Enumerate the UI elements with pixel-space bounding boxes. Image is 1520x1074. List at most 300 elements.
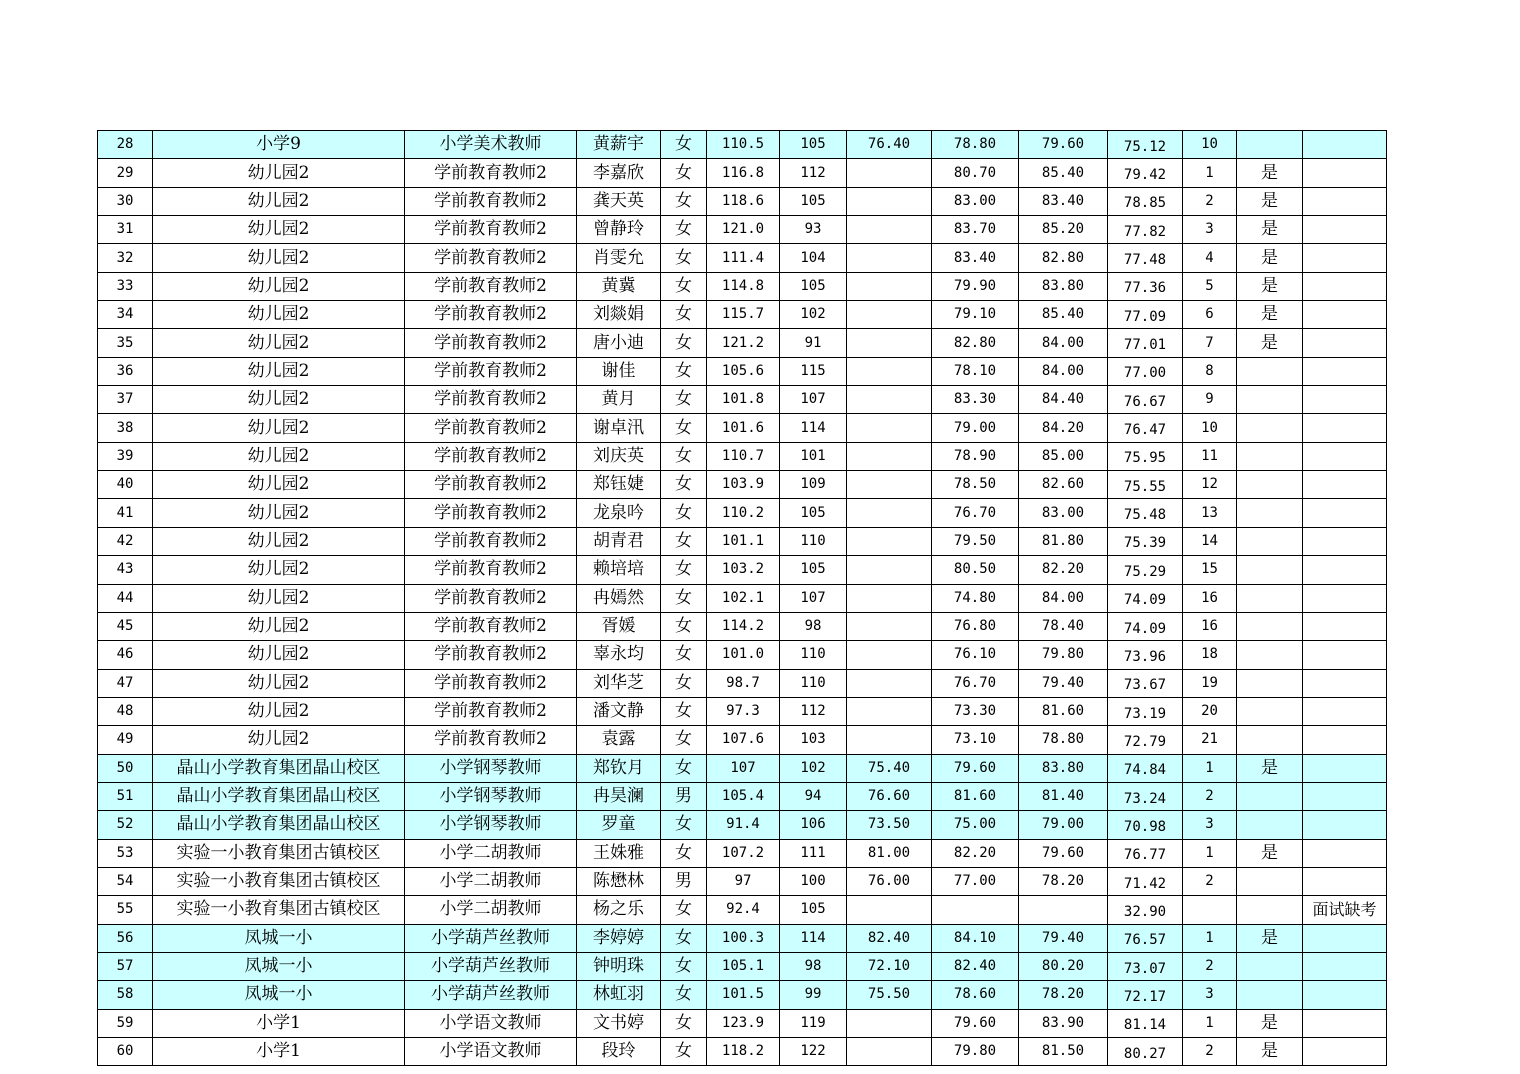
remark-cell [1303, 811, 1387, 839]
position-cell: 小学语文教师 [405, 1009, 577, 1037]
written-score-cell: 107.6 [707, 726, 780, 754]
row-number-cell: 56 [98, 924, 153, 952]
rank-cell: 7 [1183, 329, 1237, 357]
written-score-cell: 105.6 [707, 357, 780, 385]
unit-cell: 凤城一小 [153, 924, 405, 952]
position-cell: 小学语文教师 [405, 1038, 577, 1066]
physical-exam-cell [1237, 386, 1303, 414]
interview-score-b-cell: 85.20 [1019, 216, 1108, 244]
aptitude-score-cell: 98 [780, 952, 847, 980]
row-number-cell: 38 [98, 414, 153, 442]
interview-score-b-cell: 85.40 [1019, 159, 1108, 187]
unit-cell: 幼儿园2 [153, 527, 405, 555]
table-row [98, 244, 1387, 272]
unit-cell: 幼儿园2 [153, 697, 405, 725]
written-score-cell: 105.1 [707, 952, 780, 980]
interview-score-b-cell: 78.40 [1019, 612, 1108, 640]
total-score-cell: 71.42 [1108, 867, 1183, 895]
name-cell: 陈懋林 [577, 867, 661, 895]
skill-test-score-cell [847, 301, 932, 329]
position-cell: 学前教育教师2 [405, 357, 577, 385]
position-cell: 小学美术教师 [405, 131, 577, 159]
physical-exam-cell: 是 [1237, 329, 1303, 357]
written-score-cell: 111.4 [707, 244, 780, 272]
interview-score-a-cell: 76.70 [932, 669, 1019, 697]
remark-cell [1303, 754, 1387, 782]
skill-test-score-cell: 82.40 [847, 924, 932, 952]
table-row [98, 896, 1387, 924]
total-score-cell: 73.24 [1108, 782, 1183, 810]
written-score-cell: 97.3 [707, 697, 780, 725]
physical-exam-cell [1237, 726, 1303, 754]
total-score-cell: 73.07 [1108, 952, 1183, 980]
gender-cell: 女 [661, 981, 707, 1009]
table-row [98, 272, 1387, 300]
interview-score-b-cell: 78.20 [1019, 981, 1108, 1009]
unit-cell: 晶山小学教育集团晶山校区 [153, 811, 405, 839]
table-row [98, 414, 1387, 442]
skill-test-score-cell: 76.40 [847, 131, 932, 159]
name-cell: 郑钦月 [577, 754, 661, 782]
total-score-cell: 75.12 [1108, 131, 1183, 159]
total-score-cell: 75.55 [1108, 471, 1183, 499]
aptitude-score-cell: 105 [780, 896, 847, 924]
gender-cell: 女 [661, 1009, 707, 1037]
remark-cell [1303, 216, 1387, 244]
skill-test-score-cell [847, 697, 932, 725]
rank-cell: 2 [1183, 867, 1237, 895]
aptitude-score-cell: 109 [780, 471, 847, 499]
interview-score-a-cell: 81.60 [932, 782, 1019, 810]
name-cell: 胡青君 [577, 527, 661, 555]
skill-test-score-cell [847, 442, 932, 470]
row-number-cell: 60 [98, 1038, 153, 1066]
row-number-cell: 42 [98, 527, 153, 555]
physical-exam-cell [1237, 641, 1303, 669]
rank-cell: 1 [1183, 159, 1237, 187]
interview-score-b-cell: 83.00 [1019, 499, 1108, 527]
name-cell: 黄冀 [577, 272, 661, 300]
written-score-cell: 101.8 [707, 386, 780, 414]
gender-cell: 女 [661, 584, 707, 612]
unit-cell: 幼儿园2 [153, 726, 405, 754]
written-score-cell: 116.8 [707, 159, 780, 187]
position-cell: 学前教育教师2 [405, 244, 577, 272]
interview-score-a-cell: 83.40 [932, 244, 1019, 272]
interview-score-a-cell: 78.80 [932, 131, 1019, 159]
table-row [98, 754, 1387, 782]
aptitude-score-cell: 105 [780, 499, 847, 527]
total-score-cell: 32.90 [1108, 896, 1183, 924]
total-score-cell: 77.48 [1108, 244, 1183, 272]
remark-cell [1303, 357, 1387, 385]
remark-cell [1303, 159, 1387, 187]
aptitude-score-cell: 110 [780, 641, 847, 669]
total-score-cell: 76.67 [1108, 386, 1183, 414]
table-row [98, 159, 1387, 187]
rank-cell: 11 [1183, 442, 1237, 470]
skill-test-score-cell [847, 669, 932, 697]
rank-cell: 9 [1183, 386, 1237, 414]
remark-cell [1303, 612, 1387, 640]
score-table [97, 130, 1387, 1066]
skill-test-score-cell [847, 159, 932, 187]
skill-test-score-cell [847, 329, 932, 357]
skill-test-score-cell [847, 386, 932, 414]
position-cell: 学前教育教师2 [405, 499, 577, 527]
aptitude-score-cell: 99 [780, 981, 847, 1009]
remark-cell [1303, 442, 1387, 470]
aptitude-score-cell: 110 [780, 669, 847, 697]
position-cell: 学前教育教师2 [405, 669, 577, 697]
skill-test-score-cell: 75.40 [847, 754, 932, 782]
aptitude-score-cell: 114 [780, 414, 847, 442]
name-cell: 罗童 [577, 811, 661, 839]
row-number-cell: 30 [98, 187, 153, 215]
physical-exam-cell [1237, 811, 1303, 839]
written-score-cell: 101.1 [707, 527, 780, 555]
interview-score-b-cell: 79.60 [1019, 839, 1108, 867]
remark-cell [1303, 924, 1387, 952]
rank-cell: 21 [1183, 726, 1237, 754]
interview-score-b-cell: 82.60 [1019, 471, 1108, 499]
gender-cell: 女 [661, 471, 707, 499]
rank-cell: 2 [1183, 952, 1237, 980]
position-cell: 学前教育教师2 [405, 471, 577, 499]
total-score-cell: 74.09 [1108, 612, 1183, 640]
position-cell: 小学二胡教师 [405, 867, 577, 895]
gender-cell: 女 [661, 301, 707, 329]
gender-cell: 女 [661, 357, 707, 385]
skill-test-score-cell [847, 556, 932, 584]
name-cell: 龚天英 [577, 187, 661, 215]
interview-score-b-cell: 84.00 [1019, 329, 1108, 357]
written-score-cell: 98.7 [707, 669, 780, 697]
unit-cell: 幼儿园2 [153, 584, 405, 612]
unit-cell: 幼儿园2 [153, 442, 405, 470]
written-score-cell: 97 [707, 867, 780, 895]
physical-exam-cell [1237, 131, 1303, 159]
skill-test-score-cell [847, 499, 932, 527]
interview-score-b-cell: 83.90 [1019, 1009, 1108, 1037]
rank-cell: 4 [1183, 244, 1237, 272]
interview-score-b-cell: 79.00 [1019, 811, 1108, 839]
gender-cell: 女 [661, 612, 707, 640]
position-cell: 学前教育教师2 [405, 527, 577, 555]
interview-score-b-cell: 83.80 [1019, 754, 1108, 782]
interview-score-a-cell: 79.50 [932, 527, 1019, 555]
gender-cell: 女 [661, 839, 707, 867]
total-score-cell: 80.27 [1108, 1038, 1183, 1066]
table-row [98, 669, 1387, 697]
rank-cell: 3 [1183, 981, 1237, 1009]
table-row [98, 556, 1387, 584]
total-score-cell: 77.01 [1108, 329, 1183, 357]
rank-cell: 15 [1183, 556, 1237, 584]
row-number-cell: 59 [98, 1009, 153, 1037]
rank-cell: 8 [1183, 357, 1237, 385]
interview-score-b-cell: 81.60 [1019, 697, 1108, 725]
interview-score-a-cell: 76.70 [932, 499, 1019, 527]
aptitude-score-cell: 101 [780, 442, 847, 470]
rank-cell: 12 [1183, 471, 1237, 499]
written-score-cell: 103.9 [707, 471, 780, 499]
row-number-cell: 29 [98, 159, 153, 187]
interview-score-a-cell: 83.30 [932, 386, 1019, 414]
interview-score-b-cell: 84.40 [1019, 386, 1108, 414]
interview-score-b-cell: 79.40 [1019, 924, 1108, 952]
written-score-cell: 114.2 [707, 612, 780, 640]
physical-exam-cell: 是 [1237, 216, 1303, 244]
rank-cell: 2 [1183, 187, 1237, 215]
interview-score-a-cell: 78.10 [932, 357, 1019, 385]
name-cell: 李嘉欣 [577, 159, 661, 187]
total-score-cell: 76.77 [1108, 839, 1183, 867]
gender-cell: 女 [661, 811, 707, 839]
remark-cell [1303, 556, 1387, 584]
aptitude-score-cell: 122 [780, 1038, 847, 1066]
physical-exam-cell [1237, 584, 1303, 612]
gender-cell: 女 [661, 216, 707, 244]
gender-cell: 女 [661, 329, 707, 357]
gender-cell: 女 [661, 896, 707, 924]
interview-score-a-cell: 79.00 [932, 414, 1019, 442]
row-number-cell: 45 [98, 612, 153, 640]
total-score-cell: 77.82 [1108, 216, 1183, 244]
position-cell: 小学葫芦丝教师 [405, 924, 577, 952]
interview-score-b-cell: 81.50 [1019, 1038, 1108, 1066]
aptitude-score-cell: 107 [780, 584, 847, 612]
physical-exam-cell [1237, 782, 1303, 810]
aptitude-score-cell: 105 [780, 187, 847, 215]
row-number-cell: 50 [98, 754, 153, 782]
name-cell: 谢佳 [577, 357, 661, 385]
remark-cell [1303, 244, 1387, 272]
total-score-cell: 76.57 [1108, 924, 1183, 952]
name-cell: 袁露 [577, 726, 661, 754]
physical-exam-cell [1237, 612, 1303, 640]
gender-cell: 女 [661, 131, 707, 159]
table-row [98, 811, 1387, 839]
gender-cell: 女 [661, 187, 707, 215]
written-score-cell: 103.2 [707, 556, 780, 584]
total-score-cell: 74.84 [1108, 754, 1183, 782]
rank-cell: 14 [1183, 527, 1237, 555]
total-score-cell: 74.09 [1108, 584, 1183, 612]
position-cell: 学前教育教师2 [405, 641, 577, 669]
total-score-cell: 75.48 [1108, 499, 1183, 527]
unit-cell: 幼儿园2 [153, 386, 405, 414]
total-score-cell: 75.29 [1108, 556, 1183, 584]
position-cell: 小学钢琴教师 [405, 754, 577, 782]
position-cell: 学前教育教师2 [405, 584, 577, 612]
gender-cell: 女 [661, 556, 707, 584]
position-cell: 学前教育教师2 [405, 216, 577, 244]
interview-score-a-cell: 84.10 [932, 924, 1019, 952]
gender-cell: 女 [661, 499, 707, 527]
name-cell: 钟明珠 [577, 952, 661, 980]
written-score-cell: 115.7 [707, 301, 780, 329]
table-row [98, 584, 1387, 612]
interview-score-a-cell: 79.80 [932, 1038, 1019, 1066]
name-cell: 潘文静 [577, 697, 661, 725]
table-row [98, 1038, 1387, 1066]
physical-exam-cell: 是 [1237, 301, 1303, 329]
skill-test-score-cell [847, 414, 932, 442]
gender-cell: 男 [661, 867, 707, 895]
skill-test-score-cell [847, 244, 932, 272]
skill-test-score-cell [847, 272, 932, 300]
written-score-cell: 114.8 [707, 272, 780, 300]
name-cell: 段玲 [577, 1038, 661, 1066]
physical-exam-cell [1237, 527, 1303, 555]
interview-score-b-cell: 78.80 [1019, 726, 1108, 754]
row-number-cell: 34 [98, 301, 153, 329]
table-row [98, 839, 1387, 867]
interview-score-b-cell: 82.20 [1019, 556, 1108, 584]
row-number-cell: 41 [98, 499, 153, 527]
row-number-cell: 36 [98, 357, 153, 385]
unit-cell: 幼儿园2 [153, 556, 405, 584]
total-score-cell: 81.14 [1108, 1009, 1183, 1037]
total-score-cell: 77.09 [1108, 301, 1183, 329]
position-cell: 小学葫芦丝教师 [405, 981, 577, 1009]
rank-cell: 18 [1183, 641, 1237, 669]
rank-cell: 1 [1183, 754, 1237, 782]
physical-exam-cell: 是 [1237, 159, 1303, 187]
interview-score-b-cell: 79.80 [1019, 641, 1108, 669]
aptitude-score-cell: 98 [780, 612, 847, 640]
position-cell: 学前教育教师2 [405, 442, 577, 470]
interview-score-a-cell: 83.00 [932, 187, 1019, 215]
name-cell: 谢卓汛 [577, 414, 661, 442]
row-number-cell: 55 [98, 896, 153, 924]
row-number-cell: 28 [98, 131, 153, 159]
total-score-cell: 76.47 [1108, 414, 1183, 442]
gender-cell: 女 [661, 669, 707, 697]
skill-test-score-cell [847, 641, 932, 669]
position-cell: 学前教育教师2 [405, 726, 577, 754]
name-cell: 黄薪宇 [577, 131, 661, 159]
interview-score-a-cell: 79.60 [932, 1009, 1019, 1037]
aptitude-score-cell: 100 [780, 867, 847, 895]
skill-test-score-cell: 76.00 [847, 867, 932, 895]
skill-test-score-cell [847, 584, 932, 612]
position-cell: 学前教育教师2 [405, 272, 577, 300]
name-cell: 林虹羽 [577, 981, 661, 1009]
interview-score-a-cell: 82.20 [932, 839, 1019, 867]
row-number-cell: 57 [98, 952, 153, 980]
interview-score-a-cell [932, 896, 1019, 924]
aptitude-score-cell: 104 [780, 244, 847, 272]
position-cell: 小学二胡教师 [405, 839, 577, 867]
gender-cell: 女 [661, 442, 707, 470]
table-row [98, 697, 1387, 725]
written-score-cell: 118.2 [707, 1038, 780, 1066]
table-row [98, 867, 1387, 895]
unit-cell: 幼儿园2 [153, 244, 405, 272]
name-cell: 龙泉吟 [577, 499, 661, 527]
unit-cell: 小学1 [153, 1038, 405, 1066]
written-score-cell: 101.6 [707, 414, 780, 442]
unit-cell: 凤城一小 [153, 952, 405, 980]
interview-score-a-cell: 82.40 [932, 952, 1019, 980]
skill-test-score-cell [847, 187, 932, 215]
gender-cell: 女 [661, 527, 707, 555]
written-score-cell: 100.3 [707, 924, 780, 952]
interview-score-a-cell: 79.60 [932, 754, 1019, 782]
unit-cell: 幼儿园2 [153, 669, 405, 697]
total-score-cell: 75.39 [1108, 527, 1183, 555]
remark-cell [1303, 697, 1387, 725]
aptitude-score-cell: 115 [780, 357, 847, 385]
position-cell: 学前教育教师2 [405, 301, 577, 329]
interview-score-a-cell: 80.70 [932, 159, 1019, 187]
written-score-cell: 118.6 [707, 187, 780, 215]
skill-test-score-cell: 72.10 [847, 952, 932, 980]
physical-exam-cell [1237, 981, 1303, 1009]
position-cell: 学前教育教师2 [405, 187, 577, 215]
unit-cell: 幼儿园2 [153, 471, 405, 499]
remark-cell [1303, 527, 1387, 555]
unit-cell: 幼儿园2 [153, 641, 405, 669]
total-score-cell: 77.36 [1108, 272, 1183, 300]
gender-cell: 女 [661, 641, 707, 669]
aptitude-score-cell: 119 [780, 1009, 847, 1037]
remark-cell [1303, 1009, 1387, 1037]
name-cell: 刘燚娟 [577, 301, 661, 329]
written-score-cell: 101.0 [707, 641, 780, 669]
interview-score-a-cell: 78.50 [932, 471, 1019, 499]
interview-score-b-cell: 79.60 [1019, 131, 1108, 159]
name-cell: 杨之乐 [577, 896, 661, 924]
row-number-cell: 58 [98, 981, 153, 1009]
row-number-cell: 51 [98, 782, 153, 810]
interview-score-a-cell: 77.00 [932, 867, 1019, 895]
unit-cell: 凤城一小 [153, 981, 405, 1009]
position-cell: 小学钢琴教师 [405, 811, 577, 839]
aptitude-score-cell: 102 [780, 754, 847, 782]
physical-exam-cell [1237, 896, 1303, 924]
table-row [98, 499, 1387, 527]
row-number-cell: 33 [98, 272, 153, 300]
remark-cell [1303, 867, 1387, 895]
row-number-cell: 37 [98, 386, 153, 414]
interview-score-b-cell: 80.20 [1019, 952, 1108, 980]
position-cell: 学前教育教师2 [405, 697, 577, 725]
skill-test-score-cell [847, 471, 932, 499]
physical-exam-cell: 是 [1237, 1009, 1303, 1037]
row-number-cell: 53 [98, 839, 153, 867]
row-number-cell: 49 [98, 726, 153, 754]
aptitude-score-cell: 112 [780, 159, 847, 187]
remark-cell [1303, 414, 1387, 442]
interview-score-a-cell: 75.00 [932, 811, 1019, 839]
rank-cell: 2 [1183, 1038, 1237, 1066]
row-number-cell: 46 [98, 641, 153, 669]
skill-test-score-cell: 75.50 [847, 981, 932, 1009]
remark-cell [1303, 782, 1387, 810]
skill-test-score-cell: 73.50 [847, 811, 932, 839]
table-body [98, 131, 1387, 1066]
rank-cell: 10 [1183, 414, 1237, 442]
rank-cell: 1 [1183, 839, 1237, 867]
written-score-cell: 91.4 [707, 811, 780, 839]
remark-cell [1303, 839, 1387, 867]
interview-score-a-cell: 76.10 [932, 641, 1019, 669]
interview-score-a-cell: 79.90 [932, 272, 1019, 300]
table-row [98, 216, 1387, 244]
